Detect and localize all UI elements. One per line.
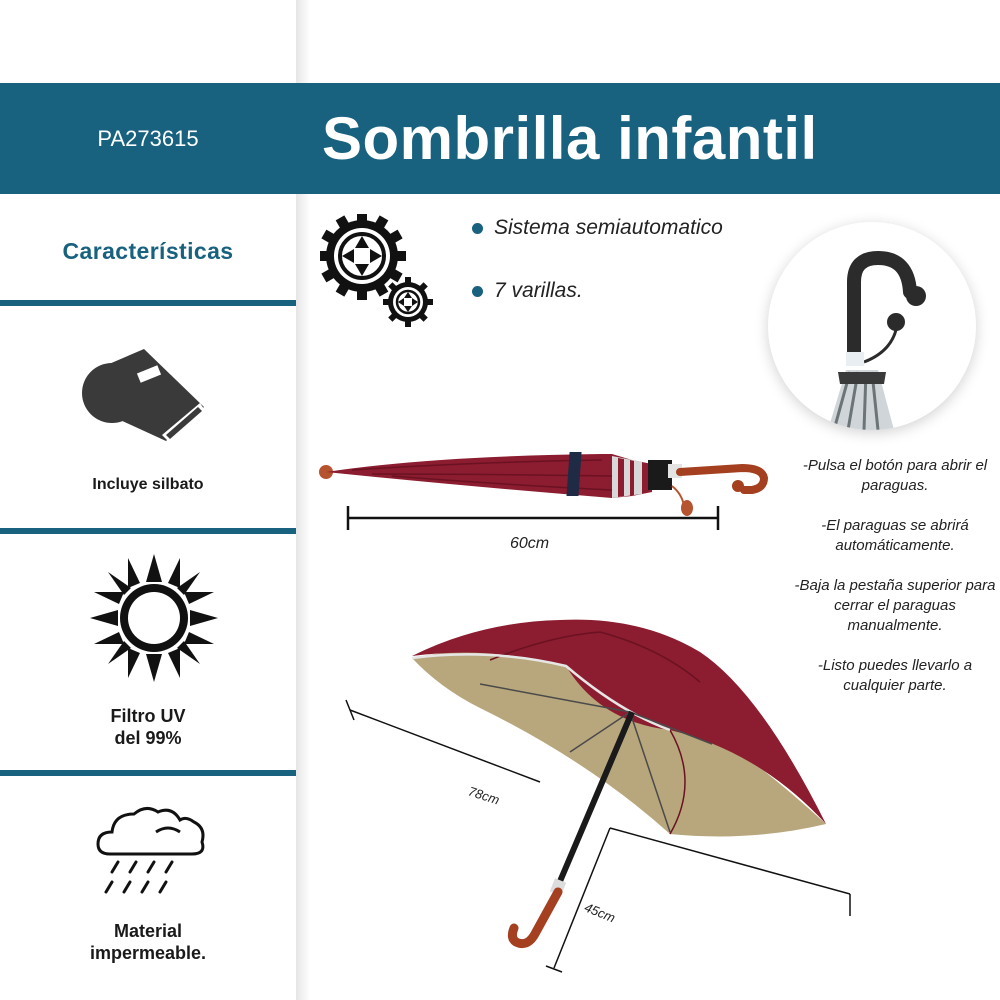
instructions — [790, 456, 1000, 716]
diameter-label: 78cm — [466, 783, 502, 808]
divider — [0, 770, 296, 776]
page-title: Sombrilla infantil — [322, 105, 818, 172]
bullet-item — [472, 216, 723, 240]
bullet-dot — [472, 223, 483, 234]
features-heading: Características — [62, 238, 234, 264]
length-label: 60cm — [510, 535, 550, 552]
divider — [0, 528, 296, 534]
instruction-item: -Pulsa el botón para abrir el paraguas. — [802, 457, 988, 494]
whistle-icon — [78, 345, 210, 445]
feature-whistle-label: Incluye silbato — [92, 476, 204, 493]
bullet-text: 7 varillas. — [494, 279, 583, 302]
bullet-item — [472, 279, 583, 303]
bullet-dot — [472, 286, 483, 297]
gears-icon — [320, 214, 436, 330]
umbrella-handle-image — [768, 222, 976, 430]
instruction-item: -Listo puedes llevarlo a cualquier parte. — [817, 657, 973, 694]
feature-uv-label: Filtro UV del 99% — [110, 706, 186, 748]
product-sku: PA273615 — [97, 125, 199, 151]
bullet-text: Sistema semiautomatico — [494, 216, 723, 239]
sun-icon — [88, 552, 220, 684]
rain-cloud-icon — [96, 800, 208, 904]
instruction-item: -Baja la pestaña superior para cerrar el paraguas manualmente. — [794, 577, 996, 634]
instruction-item: -El paraguas se abrirá automáticamente. — [821, 517, 969, 554]
handle-closeup — [768, 222, 976, 430]
open-umbrella-image — [340, 612, 860, 984]
height-label: 45cm — [582, 899, 618, 926]
divider — [0, 300, 296, 306]
feature-waterproof-label: Material impermeable. — [89, 921, 207, 963]
